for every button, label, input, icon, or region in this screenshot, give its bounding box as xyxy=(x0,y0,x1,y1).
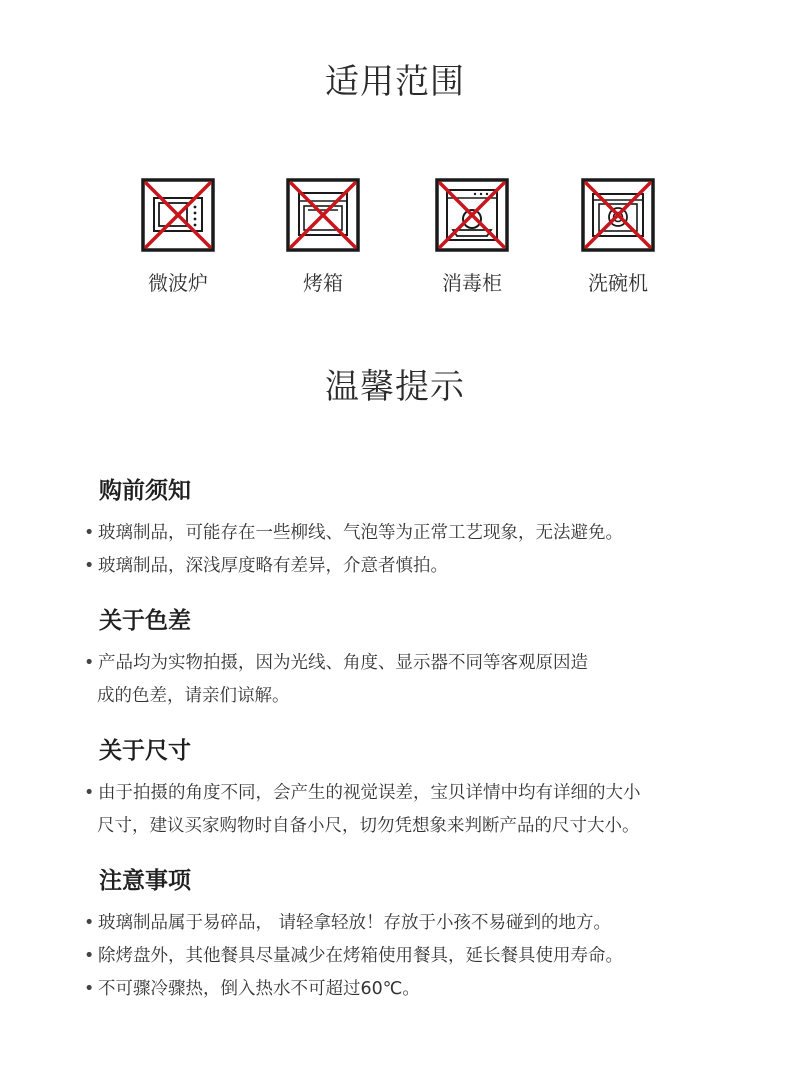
bullet-dot: • xyxy=(84,979,95,999)
tips-bullet xyxy=(84,554,448,578)
tips-bullet xyxy=(84,651,588,675)
tips-title: 温馨提示 xyxy=(325,367,465,407)
bullet-dot: • xyxy=(84,556,95,576)
usage-title: 适用范围 xyxy=(325,62,465,102)
bullet-dot: • xyxy=(84,913,95,933)
tips-bullet-text: 除烤盘外，其他餐具尽量减少在烤箱使用餐具，延长餐具使用寿命。 xyxy=(98,946,623,966)
tips-heading-color-difference: 关于色差 xyxy=(99,608,191,634)
appliance-sterilizer xyxy=(432,178,512,296)
bullet-dot: • xyxy=(84,783,95,803)
tips-bullet-text: 玻璃制品，可能存在一些柳线、气泡等为正常工艺现象，无法避免。 xyxy=(98,523,623,543)
appliance-label: 消毒柜 xyxy=(442,271,502,295)
appliance-microwave xyxy=(138,178,218,296)
tips-heading-before-purchase: 购前须知 xyxy=(99,478,191,504)
appliance-label: 微波炉 xyxy=(148,271,208,295)
bullet-dot: • xyxy=(84,523,95,543)
appliance-oven xyxy=(283,178,363,296)
tips-heading-size: 关于尺寸 xyxy=(99,738,191,764)
tips-bullet xyxy=(84,781,641,805)
tips-bullet-text: 由于拍摄的角度不同，会产生的视觉误差，宝贝详情中均有详细的大小 xyxy=(98,783,641,803)
tips-bullet-text: 产品均为实物拍摄，因为光线、角度、显示器不同等客观原因造 xyxy=(98,653,588,673)
appliance-label: 烤箱 xyxy=(303,271,343,295)
tips-bullet-text: 不可骤冷骤热，倒入热水不可超过60℃。 xyxy=(98,979,420,999)
appliance-label: 洗碗机 xyxy=(588,271,648,295)
tips-bullet xyxy=(84,521,623,545)
tips-heading-precautions: 注意事项 xyxy=(99,868,191,894)
sterilizer-cabinet-icon xyxy=(435,178,509,252)
tips-bullet-continuation: 尺寸，建议买家购物时自备小尺，切勿凭想象来判断产品的尺寸大小。 xyxy=(97,816,640,836)
bullet-dot: • xyxy=(84,653,95,673)
tips-bullet xyxy=(84,944,623,968)
dishwasher-icon xyxy=(581,178,655,252)
tips-bullet-text: 玻璃制品属于易碎品， 请轻拿轻放！存放于小孩不易碰到的地方。 xyxy=(98,913,612,933)
bullet-dot: • xyxy=(84,946,95,966)
tips-bullet-text: 玻璃制品，深浅厚度略有差异，介意者慎拍。 xyxy=(98,556,448,576)
tips-bullet xyxy=(84,977,420,1001)
oven-icon xyxy=(286,178,360,252)
tips-bullet xyxy=(84,911,611,935)
appliance-dishwasher xyxy=(578,178,658,296)
tips-bullet-continuation: 成的色差，请亲们谅解。 xyxy=(97,686,290,706)
microwave-icon xyxy=(141,178,215,252)
